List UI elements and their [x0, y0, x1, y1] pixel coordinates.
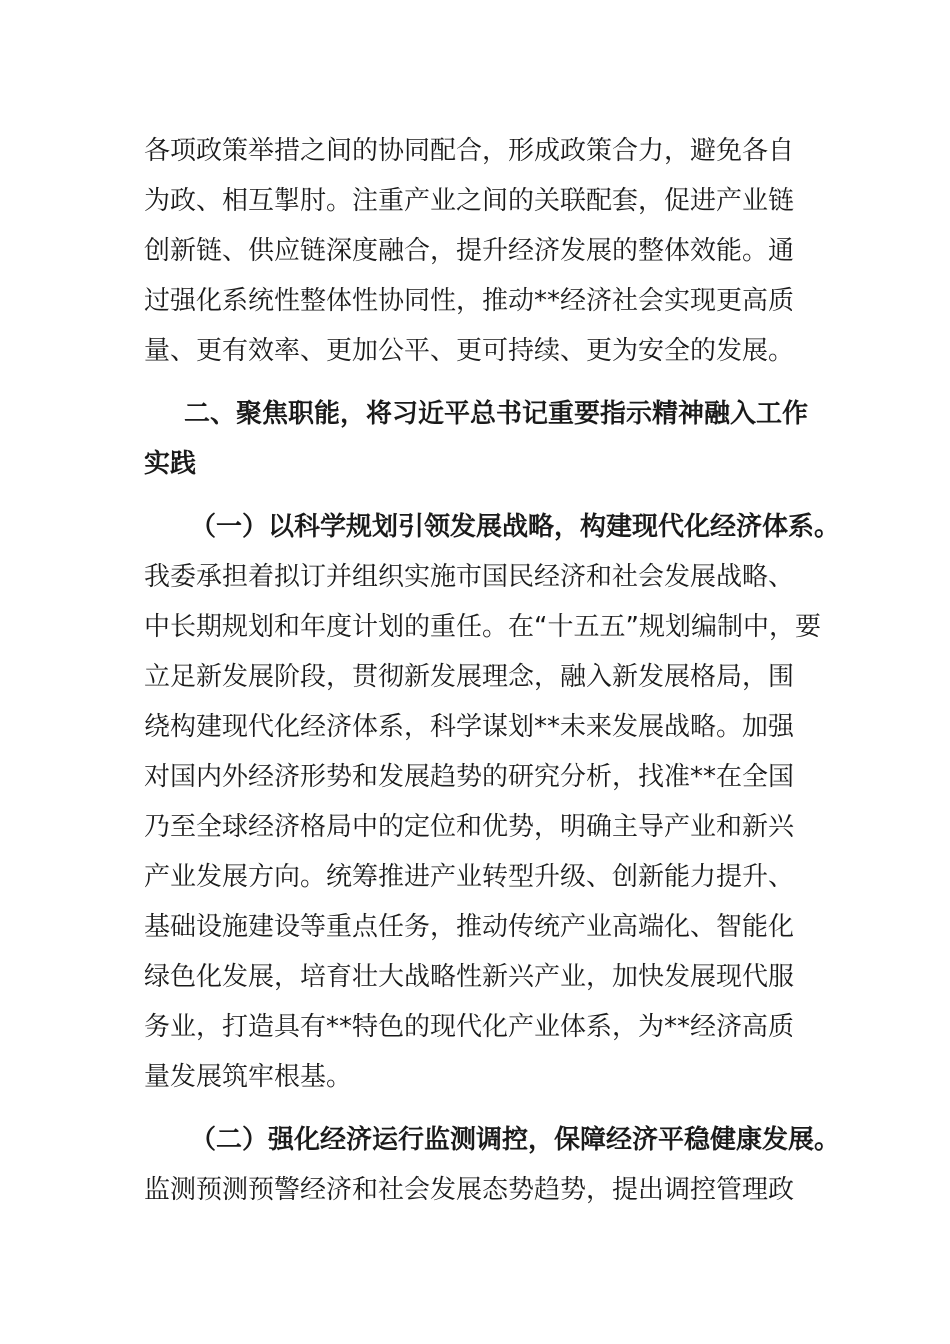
- text-line: 为政、相互掣肘。注重产业之间的关联配套，促进产业链: [144, 186, 795, 216]
- item-heading-1: （一）以科学规划引领发展战略，构建现代化经济体系。: [190, 512, 841, 542]
- text-line: 量发展筑牢根基。: [144, 1062, 353, 1092]
- text-line: 务业，打造具有**特色的现代化产业体系，为**经济高质: [144, 1012, 795, 1042]
- text-line: 绿色化发展，培育壮大战略性新兴产业，加快发展现代服: [144, 962, 795, 992]
- section-heading-2: [144, 389, 816, 489]
- text-line: 绕构建现代化经济体系，科学谋划**未来发展战略。加强: [144, 712, 795, 742]
- text-line: 过强化系统性整体性协同性，推动**经济社会实现更高质: [144, 286, 795, 316]
- document-page: [144, 126, 841, 1215]
- text-line: 立足新发展阶段，贯彻新发展理念，融入新发展格局，围: [144, 662, 795, 692]
- text-line: 创新链、供应链深度融合，提升经济发展的整体效能。通: [144, 236, 795, 266]
- paragraph-item-2: [144, 1115, 841, 1215]
- item-heading-2: （二）强化经济运行监测调控，保障经济平稳健康发展。: [190, 1125, 841, 1155]
- text-line: 监测预测预警经济和社会发展态势趋势，提出调控管理政: [144, 1175, 795, 1205]
- text-line: 产业发展方向。统筹推进产业转型升级、创新能力提升、: [144, 862, 795, 892]
- text-line: 各项政策举措之间的协同配合，形成政策合力，避免各自: [144, 136, 795, 166]
- text-line: 量、更有效率、更加公平、更可持续、更为安全的发展。: [144, 336, 795, 366]
- paragraph-policy-coordination: [144, 126, 816, 376]
- text-line: 对国内外经济形势和发展趋势的研究分析，找准**在全国: [144, 762, 795, 792]
- text-line: 我委承担着拟订并组织实施市国民经济和社会发展战略、: [144, 562, 795, 592]
- section-heading-line: 二、聚焦职能，将习近平总书记重要指示精神融入工作: [184, 399, 809, 429]
- section-heading-line: 实践: [144, 449, 197, 479]
- text-line: 乃至全球经济格局中的定位和优势，明确主导产业和新兴: [144, 812, 795, 842]
- text-line: 基础设施建设等重点任务，推动传统产业高端化、智能化: [144, 912, 795, 942]
- text-line: 中长期规划和年度计划的重任。在“十五五”规划编制中，要: [144, 612, 821, 642]
- paragraph-item-1: [144, 502, 841, 1102]
